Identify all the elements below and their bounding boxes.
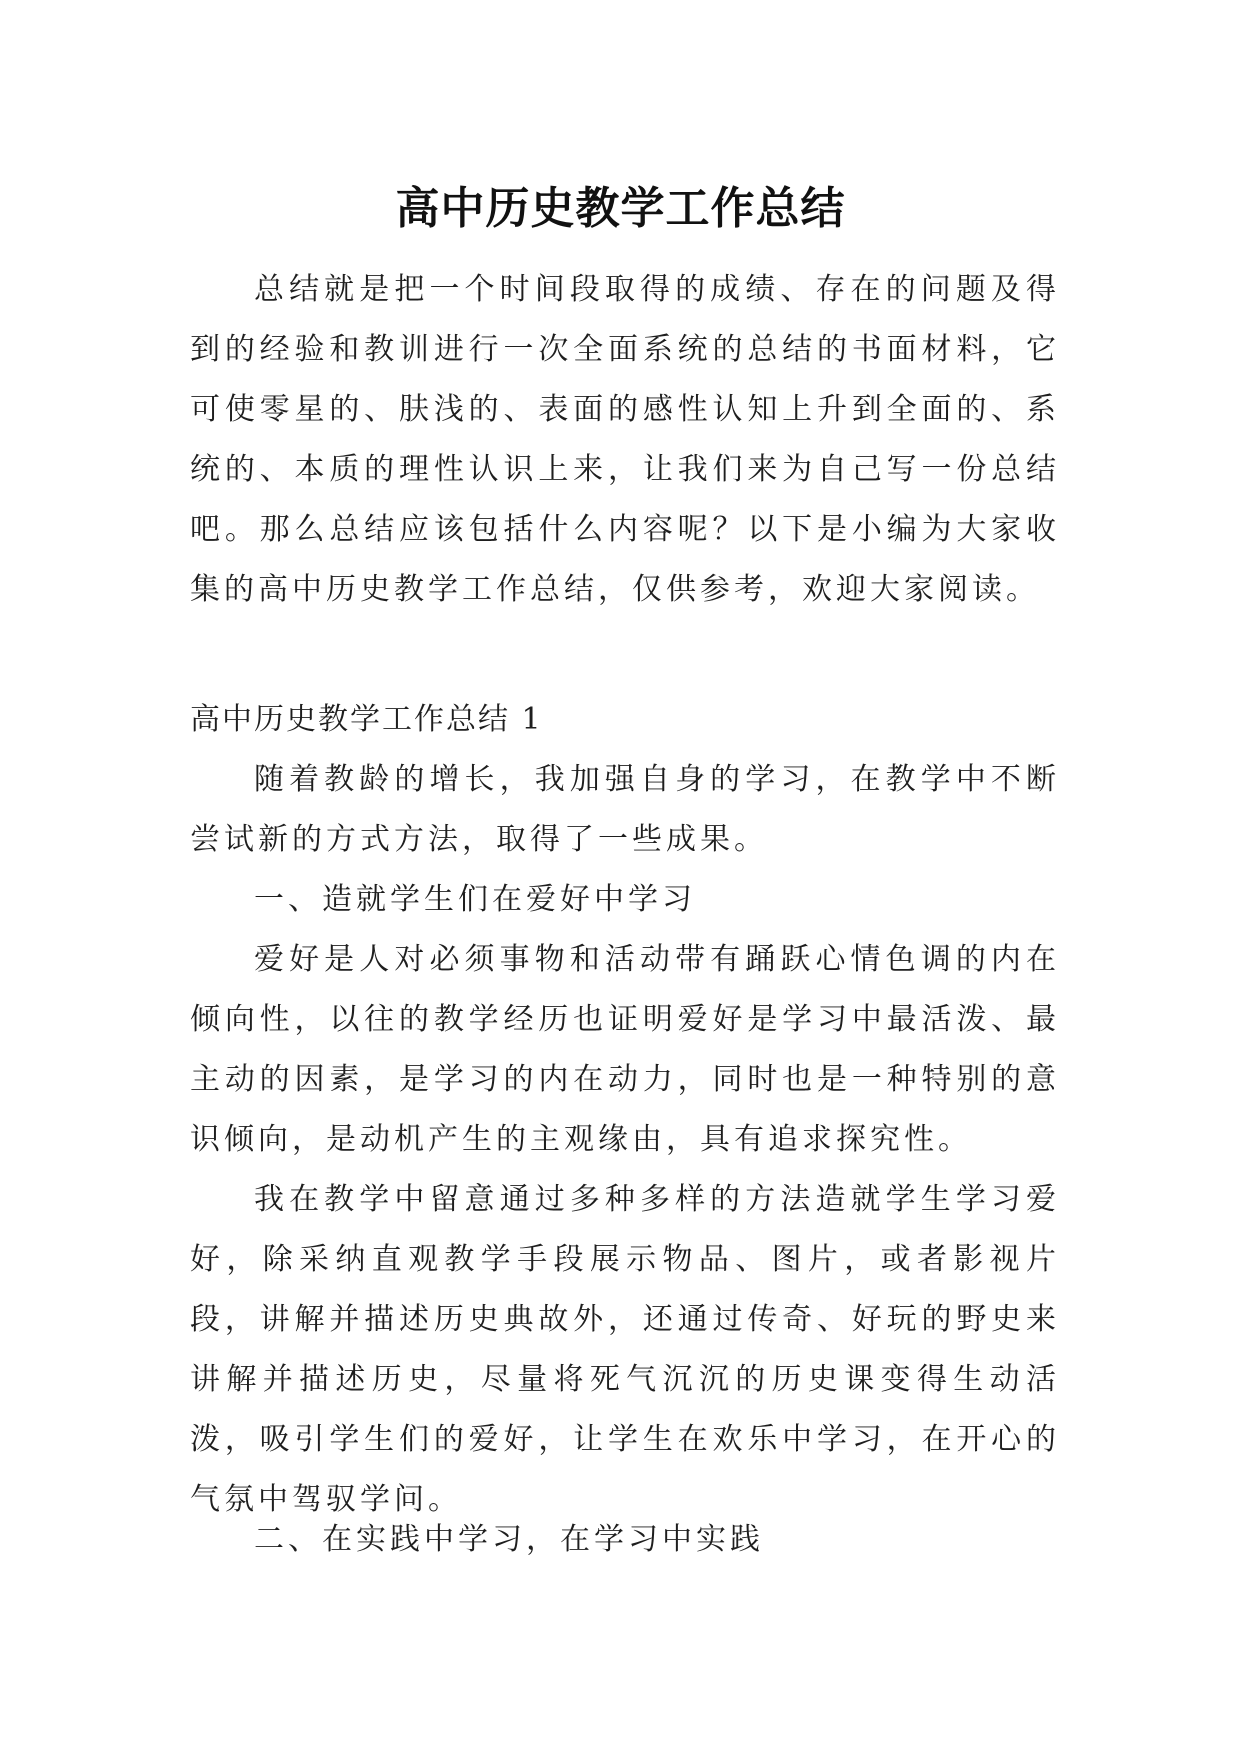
paragraph-2: 爱好是人对必须事物和活动带有踊跃心情色调的内在倾向性，以往的教学经历也证明爱好是学习中最活泼、最主动的因素，是学习的内在动力，同时也是一种特别的意识倾向，是动机产生的主观缘由，具有追求探究性。 <box>190 942 1060 1157</box>
paragraph-3: 我在教学中留意通过多种多样的方法造就学生学习爱好，除采纳直观教学手段展示物品、图片，或者影视片段，讲解并描述历史典故外，还通过传奇、好玩的野史来讲解并描述历史，尽量将死气沉沉的历史课变得生动活泼，吸引学生们的爱好，让学生在欢乐中学习，在开心的气氛中驾驭学问。 <box>190 1182 1060 1517</box>
paragraph-1: 随着教龄的增长，我加强自身的学习，在教学中不断尝试新的方式方法，取得了一些成果。 <box>190 762 1060 857</box>
heading-1: 一、造就学生们在爱好中学习 <box>254 882 696 917</box>
heading-2: 二、在实践中学习，在学习中实践 <box>254 1522 764 1557</box>
intro-paragraph: 总结就是把一个时间段取得的成绩、存在的问题及得到的经验和教训进行一次全面系统的总结的书面材料，它可使零星的、肤浅的、表面的感性认知上升到全面的、系统的、本质的理性认识上来，让我们来为自己写一份总结吧。那么总结应该包括什么内容呢？以下是小编为大家收集的高中历史教学工作总结，仅供参考，欢迎大家阅读。 <box>190 272 1060 607</box>
section-title: 高中历史教学工作总结 1 <box>190 702 543 737</box>
page-title: 高中历史教学工作总结 <box>395 183 846 235</box>
